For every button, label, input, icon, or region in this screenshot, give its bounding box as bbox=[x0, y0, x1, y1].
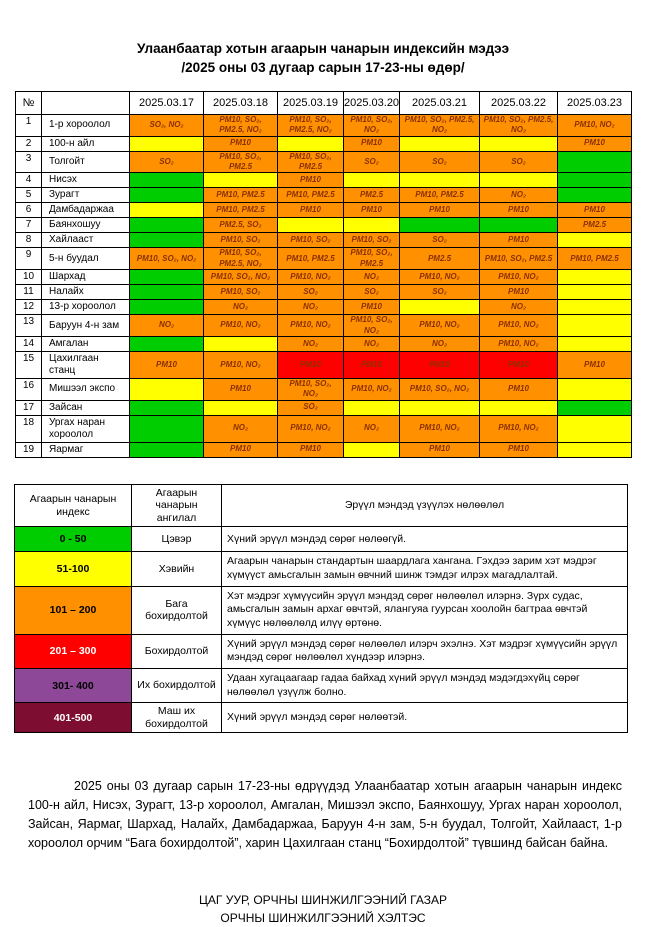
col-header-date: 2025.03.18 bbox=[204, 91, 278, 114]
table-row bbox=[16, 378, 632, 400]
aqi-cell bbox=[130, 415, 204, 442]
station-name: Ургах наран хороолол bbox=[42, 415, 130, 442]
aqi-cell bbox=[344, 400, 400, 415]
legend-row bbox=[15, 703, 628, 733]
row-number: 17 bbox=[16, 400, 42, 415]
legend-category: Бохирдолтой bbox=[132, 634, 222, 668]
aqi-cell: PM10, SO₂, NO₂ bbox=[344, 114, 400, 136]
aqi-cell: PM10, SO₂, PM2.5, NO₂ bbox=[204, 114, 278, 136]
aqi-cell: PM10 bbox=[130, 351, 204, 378]
legend-range: 0 - 50 bbox=[15, 527, 132, 552]
aqi-cell bbox=[344, 442, 400, 457]
legend-range: 401-500 bbox=[15, 703, 132, 733]
legend-header-row bbox=[15, 484, 628, 527]
aqi-cell bbox=[130, 218, 204, 233]
legend-col-header: Агаарын чанарын индекс bbox=[15, 484, 132, 527]
table-row bbox=[16, 248, 632, 270]
aqi-cell bbox=[558, 315, 632, 337]
station-name: Баруун 4-н зам bbox=[42, 315, 130, 337]
aqi-cell bbox=[130, 300, 204, 315]
aqi-cell: PM2.5 bbox=[400, 248, 480, 270]
station-name: 100-н айл bbox=[42, 136, 130, 151]
aqi-cell: PM2.5 bbox=[558, 218, 632, 233]
summary-paragraph: 2025 оны 03 дугаар сарын 17-23-ны өдрүүдэд Улаанбаатар хотын агаарын чанарын индекс 100-н айл, Нисэх, Зурагт, 13-р хороолол, Амгалан, Мишээл экспо, Баянхошуу, Ургах наран хороолол, Зайсан, Яармаг, Шархад, Налайх, Дамбадаржаа, Баруун 4-н зам, 5-н буудал, Толгойт, Хайлааст, 1-р хороолол орчим “Бага бохирдолтой”, харин Цахилгаан станц “Бохирдолтой” түвшинд байсан байна. bbox=[28, 779, 622, 850]
aqi-cell bbox=[558, 233, 632, 248]
row-number: 6 bbox=[16, 203, 42, 218]
aqi-cell: NO₂ bbox=[130, 315, 204, 337]
station-name: Цахилгаан станц bbox=[42, 351, 130, 378]
aqi-cell: PM10, SO₂, NO₂ bbox=[130, 248, 204, 270]
row-number: 10 bbox=[16, 270, 42, 285]
aqi-cell: PM10 bbox=[278, 442, 344, 457]
aqi-cell: PM10, SO₂, NO₂ bbox=[400, 378, 480, 400]
station-name: 1-р хороолол bbox=[42, 114, 130, 136]
aqi-cell: PM10, SO₂ bbox=[278, 233, 344, 248]
row-number: 2 bbox=[16, 136, 42, 151]
aqi-cell: NO₂ bbox=[278, 300, 344, 315]
row-number: 8 bbox=[16, 233, 42, 248]
legend-effect: Удаан хугацаагаар гадаа байхад хүний эрүүл мэндэд мэдэгдэхүйц сөрөг нөлөөлөл үзүүлж болно. bbox=[222, 668, 628, 702]
aqi-cell: SO₂ bbox=[278, 285, 344, 300]
aqi-cell: PM10 bbox=[278, 351, 344, 378]
aqi-cell bbox=[130, 173, 204, 188]
aqi-cell: SO₂ bbox=[480, 151, 558, 173]
aqi-cell: PM10 bbox=[480, 351, 558, 378]
legend-table bbox=[14, 484, 628, 734]
station-name: 13-р хороолол bbox=[42, 300, 130, 315]
aqi-cell bbox=[558, 415, 632, 442]
station-name: Амгалан bbox=[42, 336, 130, 351]
row-number: 18 bbox=[16, 415, 42, 442]
aqi-cell bbox=[558, 188, 632, 203]
aqi-cell: PM10, SO₂, PM2.5, NO₂ bbox=[400, 114, 480, 136]
col-header-date: 2025.03.23 bbox=[558, 91, 632, 114]
aqi-table-body bbox=[16, 114, 632, 457]
aqi-cell bbox=[344, 173, 400, 188]
aqi-cell bbox=[400, 300, 480, 315]
aqi-cell bbox=[480, 218, 558, 233]
legend-row bbox=[15, 634, 628, 668]
division-name: ОРЧНЫ ШИНЖИЛГЭЭНИЙ ХЭЛТЭС bbox=[220, 910, 426, 925]
aqi-cell: PM10, SO₂, PM2.5, NO₂ bbox=[204, 248, 278, 270]
table-row bbox=[16, 351, 632, 378]
agency-footer bbox=[0, 892, 646, 927]
station-name: Хайлааст bbox=[42, 233, 130, 248]
aqi-cell bbox=[558, 151, 632, 173]
legend-table-body bbox=[15, 527, 628, 733]
aqi-cell: SO₂ bbox=[344, 151, 400, 173]
legend-range: 301- 400 bbox=[15, 668, 132, 702]
aqi-cell: NO₂ bbox=[344, 336, 400, 351]
aqi-cell bbox=[130, 442, 204, 457]
aqi-cell bbox=[400, 218, 480, 233]
aqi-cell bbox=[204, 336, 278, 351]
aqi-cell bbox=[480, 173, 558, 188]
aqi-cell bbox=[400, 136, 480, 151]
aqi-cell: PM10 bbox=[558, 136, 632, 151]
aqi-cell bbox=[130, 270, 204, 285]
legend-row bbox=[15, 552, 628, 586]
row-number: 1 bbox=[16, 114, 42, 136]
row-number: 11 bbox=[16, 285, 42, 300]
legend-row bbox=[15, 586, 628, 634]
aqi-cell: PM10, SO₂, PM2.5 bbox=[480, 248, 558, 270]
aqi-cell: PM10 bbox=[344, 203, 400, 218]
station-name: Нисэх bbox=[42, 173, 130, 188]
aqi-cell: PM10, SO₂, PM2.5, NO₂ bbox=[278, 114, 344, 136]
aqi-cell: PM10 bbox=[400, 351, 480, 378]
aqi-cell: PM10, PM2.5 bbox=[278, 248, 344, 270]
aqi-cell: PM10 bbox=[558, 203, 632, 218]
station-name: Зайсан bbox=[42, 400, 130, 415]
aqi-cell: PM10 bbox=[480, 203, 558, 218]
row-number: 3 bbox=[16, 151, 42, 173]
table-row bbox=[16, 188, 632, 203]
row-number: 19 bbox=[16, 442, 42, 457]
aqi-cell: PM10 bbox=[480, 378, 558, 400]
aqi-cell bbox=[400, 400, 480, 415]
aqi-cell: PM10, NO₂ bbox=[558, 114, 632, 136]
aqi-cell: PM10, PM2.5 bbox=[204, 203, 278, 218]
table-row bbox=[16, 218, 632, 233]
aqi-cell: PM10, SO₂, PM2.5, NO₂ bbox=[480, 114, 558, 136]
aqi-cell: PM10, NO₂ bbox=[344, 378, 400, 400]
table-row bbox=[16, 300, 632, 315]
row-number: 7 bbox=[16, 218, 42, 233]
aqi-cell: PM10, SO₂ bbox=[204, 285, 278, 300]
aqi-cell bbox=[480, 136, 558, 151]
table-row bbox=[16, 442, 632, 457]
aqi-cell: PM10, NO₂ bbox=[278, 270, 344, 285]
aqi-cell bbox=[130, 378, 204, 400]
aqi-cell bbox=[204, 400, 278, 415]
aqi-cell: PM10, NO₂ bbox=[204, 315, 278, 337]
aqi-cell: PM10, PM2.5 bbox=[400, 188, 480, 203]
table-row bbox=[16, 233, 632, 248]
aqi-cell bbox=[130, 336, 204, 351]
aqi-cell: NO₂ bbox=[480, 300, 558, 315]
aqi-cell: PM10, NO₂ bbox=[480, 336, 558, 351]
aqi-cell: PM2.5, SO₂ bbox=[204, 218, 278, 233]
aqi-cell: PM10, SO₂, NO₂ bbox=[278, 378, 344, 400]
aqi-cell bbox=[558, 173, 632, 188]
table-row bbox=[16, 336, 632, 351]
aqi-cell: PM10 bbox=[480, 442, 558, 457]
aqi-cell bbox=[558, 442, 632, 457]
station-name: Зурагт bbox=[42, 188, 130, 203]
aqi-cell: PM2.5 bbox=[344, 188, 400, 203]
aqi-cell: SO₂ bbox=[400, 233, 480, 248]
title-line-1: Улаанбаатар хотын агаарын чанарын индексийн мэдээ bbox=[136, 41, 510, 56]
aqi-cell bbox=[400, 173, 480, 188]
aqi-cell: SO₂ bbox=[278, 400, 344, 415]
page-title bbox=[0, 40, 646, 78]
legend-category: Их бохирдолтой bbox=[132, 668, 222, 702]
aqi-cell: PM10, PM2.5 bbox=[278, 188, 344, 203]
aqi-cell bbox=[130, 233, 204, 248]
station-name: 5-н буудал bbox=[42, 248, 130, 270]
aqi-cell bbox=[278, 218, 344, 233]
aqi-header-row bbox=[16, 91, 632, 114]
aqi-cell: NO₂ bbox=[344, 415, 400, 442]
aqi-cell: PM10, NO₂ bbox=[480, 415, 558, 442]
station-name: Толгойт bbox=[42, 151, 130, 173]
table-row bbox=[16, 136, 632, 151]
row-number: 4 bbox=[16, 173, 42, 188]
aqi-cell: PM10, PM2.5 bbox=[558, 248, 632, 270]
legend-range: 51-100 bbox=[15, 552, 132, 586]
aqi-cell bbox=[558, 270, 632, 285]
aqi-cell: PM10 bbox=[278, 173, 344, 188]
aqi-cell: NO₂ bbox=[400, 336, 480, 351]
aqi-cell: PM10 bbox=[344, 136, 400, 151]
station-name: Мишээл экспо bbox=[42, 378, 130, 400]
aqi-cell bbox=[344, 218, 400, 233]
legend-category: Цэвэр bbox=[132, 527, 222, 552]
table-row bbox=[16, 151, 632, 173]
aqi-cell: PM10 bbox=[400, 442, 480, 457]
aqi-cell bbox=[130, 203, 204, 218]
station-name: Дамбадаржаа bbox=[42, 203, 130, 218]
legend-col-header: Эрүүл мэндэд үзүүлэх нөлөөлөл bbox=[222, 484, 628, 527]
aqi-cell bbox=[130, 285, 204, 300]
aqi-cell: SO₂ bbox=[344, 285, 400, 300]
aqi-cell bbox=[558, 300, 632, 315]
title-line-2: /2025 оны 03 дугаар сарын 17-23-ны өдөр/ bbox=[181, 59, 465, 75]
aqi-cell: PM10 bbox=[558, 351, 632, 378]
aqi-cell: PM10, SO₂ bbox=[204, 233, 278, 248]
aqi-cell: PM10 bbox=[204, 378, 278, 400]
table-row bbox=[16, 114, 632, 136]
aqi-cell: PM10, NO₂ bbox=[480, 315, 558, 337]
aqi-cell: PM10, NO₂ bbox=[400, 315, 480, 337]
aqi-cell: PM10 bbox=[204, 442, 278, 457]
aqi-cell bbox=[480, 400, 558, 415]
aqi-cell: SO₂, NO₂ bbox=[130, 114, 204, 136]
col-header-date: 2025.03.22 bbox=[480, 91, 558, 114]
legend-effect: Хүний эрүүл мэндэд сөрөг нөлөөлөл илэрч эхэлнэ. Хэт мэдрэг хүмүүсийн эрүүл мэндэд сөрөг нөлөөлөл хүндээр илэрнэ. bbox=[222, 634, 628, 668]
table-row bbox=[16, 415, 632, 442]
agency-name: ЦАГ УУР, ОРЧНЫ ШИНЖИЛГЭЭНИЙ ГАЗАР bbox=[198, 893, 447, 908]
aqi-cell: NO₂ bbox=[278, 336, 344, 351]
aqi-cell: PM10, NO₂ bbox=[204, 351, 278, 378]
aqi-cell: PM10 bbox=[278, 203, 344, 218]
aqi-cell: PM10, NO₂ bbox=[400, 415, 480, 442]
aqi-cell: NO₂ bbox=[344, 270, 400, 285]
aqi-cell: PM10, SO₂, PM2.5 bbox=[278, 151, 344, 173]
aqi-cell bbox=[558, 285, 632, 300]
aqi-cell bbox=[558, 400, 632, 415]
aqi-cell: PM10 bbox=[204, 136, 278, 151]
row-number: 13 bbox=[16, 315, 42, 337]
legend-row bbox=[15, 527, 628, 552]
aqi-cell bbox=[130, 188, 204, 203]
table-row bbox=[16, 315, 632, 337]
station-name: Яармаг bbox=[42, 442, 130, 457]
station-name: Баянхошуу bbox=[42, 218, 130, 233]
row-number: 16 bbox=[16, 378, 42, 400]
legend-category: Маш их бохирдолтой bbox=[132, 703, 222, 733]
aqi-cell: PM10 bbox=[400, 203, 480, 218]
aqi-cell: PM10, NO₂ bbox=[480, 270, 558, 285]
aqi-cell: PM10 bbox=[344, 351, 400, 378]
aqi-cell: PM10, PM2.5 bbox=[204, 188, 278, 203]
aqi-cell bbox=[204, 173, 278, 188]
table-row bbox=[16, 203, 632, 218]
legend-category: Хэвийн bbox=[132, 552, 222, 586]
aqi-cell: PM10 bbox=[480, 233, 558, 248]
aqi-cell: PM10, NO₂ bbox=[278, 415, 344, 442]
aqi-cell: PM10, SO₂, PM2.5 bbox=[204, 151, 278, 173]
aqi-cell bbox=[558, 378, 632, 400]
row-number: 9 bbox=[16, 248, 42, 270]
table-row bbox=[16, 285, 632, 300]
aqi-cell: SO₂ bbox=[130, 151, 204, 173]
station-name: Налайх bbox=[42, 285, 130, 300]
legend-col-header: Агаарын чанарын ангилал bbox=[132, 484, 222, 527]
aqi-cell: PM10, NO₂ bbox=[400, 270, 480, 285]
aqi-cell: SO₂ bbox=[400, 151, 480, 173]
legend-range: 201 – 300 bbox=[15, 634, 132, 668]
aqi-cell: PM10, SO₂, NO₂ bbox=[344, 315, 400, 337]
aqi-cell: PM10, SO₂, PM2.5 bbox=[344, 248, 400, 270]
aqi-cell: NO₂ bbox=[480, 188, 558, 203]
row-number: 12 bbox=[16, 300, 42, 315]
col-header-station bbox=[42, 91, 130, 114]
col-header-date: 2025.03.20 bbox=[344, 91, 400, 114]
aqi-cell: PM10 bbox=[344, 300, 400, 315]
aqi-cell bbox=[558, 336, 632, 351]
aqi-cell: PM10, SO₂ bbox=[344, 233, 400, 248]
aqi-cell: SO₂ bbox=[400, 285, 480, 300]
aqi-cell: NO₂ bbox=[204, 415, 278, 442]
table-row bbox=[16, 173, 632, 188]
legend-effect: Агаарын чанарын стандартын шаардлага хангана. Гэхдээ зарим хэт мэдрэг хүмүүст амьсгалын замын өвчний шинж тэмдэг илрэх магадлалтай. bbox=[222, 552, 628, 586]
aqi-cell bbox=[130, 400, 204, 415]
legend-range: 101 – 200 bbox=[15, 586, 132, 634]
legend-effect: Хүний эрүүл мэндэд сөрөг нөлөөтэй. bbox=[222, 703, 628, 733]
col-header-number: № bbox=[16, 91, 42, 114]
station-name: Шархад bbox=[42, 270, 130, 285]
aqi-cell: PM10 bbox=[480, 285, 558, 300]
legend-effect: Хэт мэдрэг хүмүүсийн эрүүл мэндэд сөрөг нөлөөлөл илэрнэ. Зүрх судас, амьсгалын замын архаг өвчтэй, ялангуяа гуурсан хоолойн багтраа өвчтэй хүмүүс нөлөөлөлд илүү өртөнө. bbox=[222, 586, 628, 634]
aqi-cell: NO₂ bbox=[204, 300, 278, 315]
aqi-cell: PM10, SO₂, NO₂ bbox=[204, 270, 278, 285]
table-row bbox=[16, 400, 632, 415]
col-header-date: 2025.03.19 bbox=[278, 91, 344, 114]
aqi-cell bbox=[278, 136, 344, 151]
aqi-table bbox=[15, 91, 632, 458]
row-number: 15 bbox=[16, 351, 42, 378]
legend-category: Бага бохирдолтой bbox=[132, 586, 222, 634]
table-row bbox=[16, 270, 632, 285]
aqi-cell: PM10, NO₂ bbox=[278, 315, 344, 337]
row-number: 5 bbox=[16, 188, 42, 203]
row-number: 14 bbox=[16, 336, 42, 351]
legend-row bbox=[15, 668, 628, 702]
col-header-date: 2025.03.17 bbox=[130, 91, 204, 114]
aqi-cell bbox=[130, 136, 204, 151]
col-header-date: 2025.03.21 bbox=[400, 91, 480, 114]
legend-effect: Хүний эрүүл мэндэд сөрөг нөлөөгүй. bbox=[222, 527, 628, 552]
